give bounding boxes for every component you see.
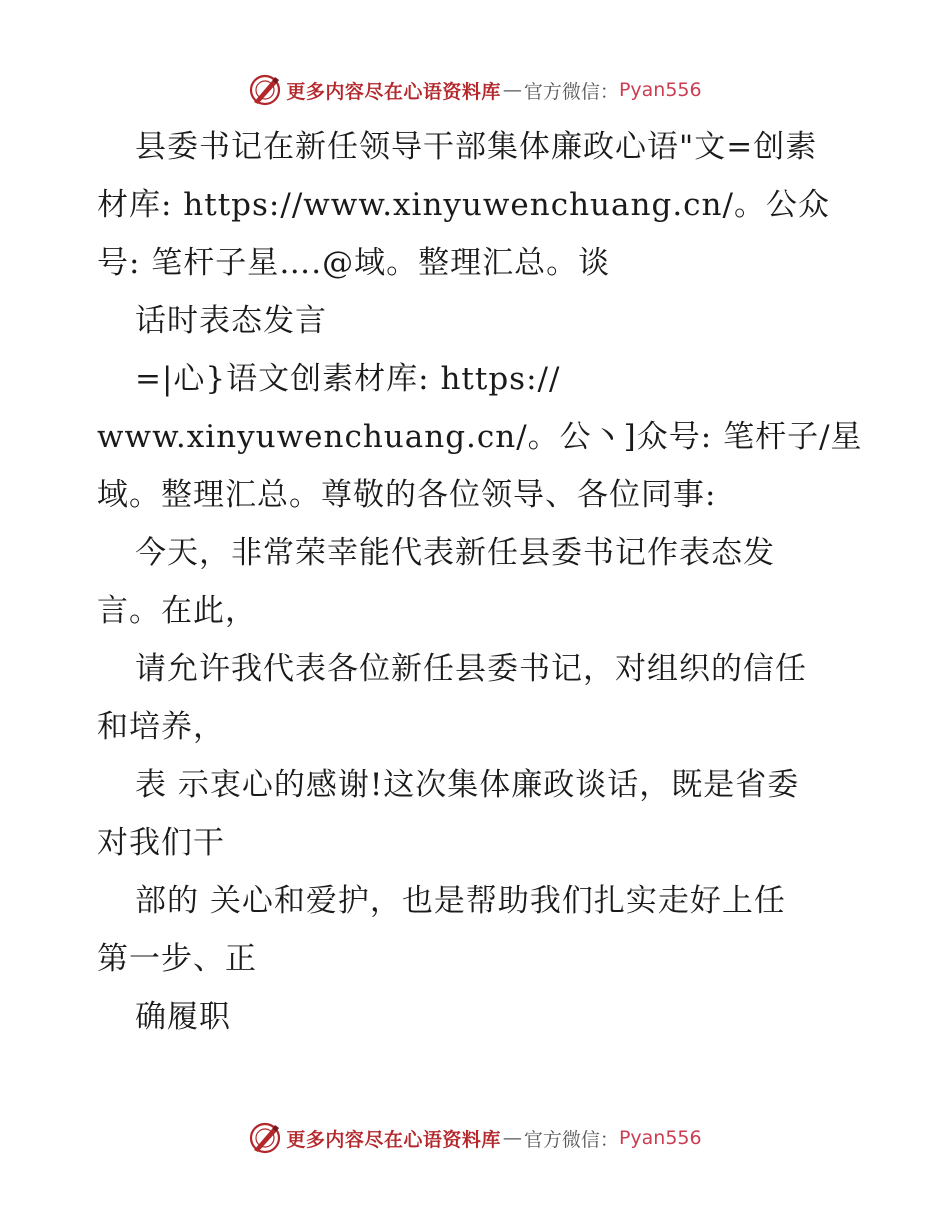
text-line: 县委书记在新任领导干部集体廉政心语"文=创素 — [135, 129, 818, 165]
text-line: www.xinyuwenchuang.cn/。公丶]众号: 笔杆子/星 — [97, 419, 863, 455]
text-line: 言。在此， — [97, 593, 257, 629]
banner-wechat-label: 官方微信： — [523, 1128, 619, 1151]
text-line: 今天，非常荣幸能代表新任县委书记作表态发 — [135, 535, 775, 571]
text-line: 部的 关心和爱护，也是帮助我们扎实走好上任 — [135, 883, 786, 919]
text-line: 请允许我代表各位新任县委书记，对组织的信任 — [135, 651, 807, 687]
text-line: 表 示衷心的感谢!这次集体廉政谈话，既是省委 — [135, 767, 800, 803]
text-line: 第一步、正 — [97, 941, 257, 977]
banner-dash: — — [502, 79, 522, 101]
text-line: 材库: https://www.xinyuwenchuang.cn/。公众 — [97, 187, 830, 223]
text-line: 域。整理汇总。尊敬的各位领导、各位同事: — [97, 477, 717, 513]
pen-logo-icon — [248, 73, 282, 107]
banner-wechat-account: Pyan556 — [618, 79, 702, 101]
text-line: 和培养， — [97, 709, 225, 745]
banner-wechat-label: 官方微信： — [523, 80, 619, 103]
banner-site-text: 更多内容尽在心语资料库 — [286, 80, 501, 103]
text-line: =|心}语文创素材库: https:// — [135, 361, 561, 397]
document-body — [97, 118, 863, 1046]
text-line: 对我们干 — [97, 825, 225, 861]
text-line: 确履职 — [135, 999, 231, 1035]
banner-wechat-account: Pyan556 — [618, 1127, 702, 1149]
banner-dash: — — [502, 1127, 522, 1149]
text-line: 话时表态发言 — [135, 303, 327, 339]
banner-site-text: 更多内容尽在心语资料库 — [286, 1128, 501, 1151]
header-banner — [0, 70, 950, 110]
footer-banner — [0, 1118, 950, 1158]
text-line: 号: 笔杆子星….@域。整理汇总。谈 — [97, 245, 611, 281]
pen-logo-icon — [248, 1121, 282, 1155]
